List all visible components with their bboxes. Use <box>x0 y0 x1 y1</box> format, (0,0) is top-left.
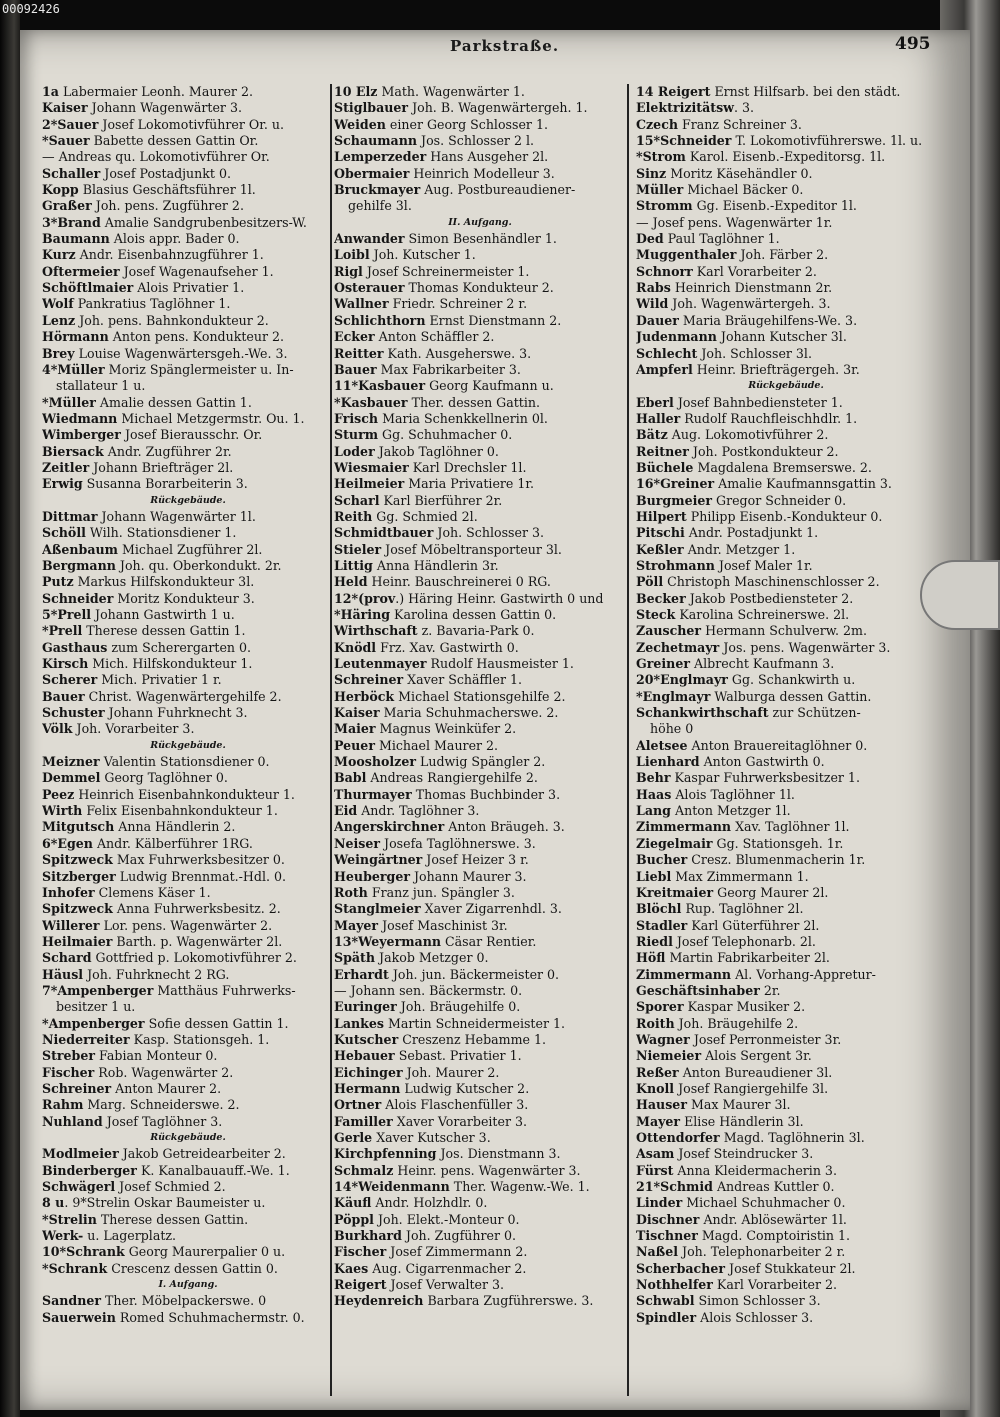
directory-entry: 14 Reigert Ernst Hilfsarb. bei den städt. <box>636 84 901 99</box>
directory-entry: Ottendorfer Magd. Taglöhnerin 3l. <box>636 1130 865 1145</box>
directory-entry: Wimberger Josef Bierausschr. Or. <box>42 427 263 443</box>
directory-entry: Aletsee Anton Brauereitaglöhner 0. <box>636 737 868 753</box>
directory-entry: Wiedmann Michael Metzgermstr. Ou. 1. <box>42 410 305 426</box>
directory-entry: Zauscher Hermann Schulverw. 2m. <box>636 623 867 639</box>
directory-entry: Werk- u. Lagerplatz. <box>42 1228 177 1244</box>
directory-entry: Reith Gg. Schmied 2l. <box>334 508 478 524</box>
directory-entry: Moosholzer Ludwig Spängler 2. <box>334 754 546 770</box>
directory-entry: *Kasbauer Ther. dessen Gattin. <box>334 394 541 410</box>
directory-entry: Zechetmayr Jos. pens. Wagenwärter 3. <box>636 639 891 655</box>
directory-entry: Reigert Josef Verwalter 3. <box>334 1277 505 1293</box>
directory-entry: Knödl Frz. Xav. Gastwirth 0. <box>334 639 519 655</box>
directory-entry: Kirsch Mich. Hilfskondukteur 1. <box>42 656 253 672</box>
directory-entry: Muggenthaler Joh. Färber 2. <box>636 247 829 263</box>
section-heading: II. Aufgang. <box>448 216 512 228</box>
directory-entry: *Ampenberger Sofie dessen Gattin 1. <box>42 1015 289 1031</box>
directory-entry: Sandner Ther. Möbelpackerswe. 0 <box>42 1293 267 1309</box>
directory-entry: Streber Fabian Monteur 0. <box>42 1048 218 1064</box>
directory-entry: Czech Franz Schreiner 3. <box>636 116 802 132</box>
directory-entry: Heuberger Johann Maurer 3. <box>334 868 527 884</box>
directory-entry: Büchele Magdalena Bremserswe. 2. <box>636 459 872 475</box>
directory-entry: Häusl Joh. Fuhrknecht 2 RG. <box>42 966 230 982</box>
directory-entry: 4*Müller Moriz Spänglermeister u. In- <box>42 361 294 377</box>
page-header <box>20 34 970 58</box>
directory-entry: Lienhard Anton Gastwirth 0. <box>636 754 825 770</box>
directory-entry: Schreiner Xaver Schäffler 1. <box>334 672 522 688</box>
section-heading: Rückgebäude. <box>150 1132 226 1143</box>
directory-entry: — Andreas qu. Lokomotivführer Or. <box>42 149 270 165</box>
directory-entry: *Häring Karolina dessen Gattin 0. <box>334 607 557 622</box>
directory-entry: Bauer Christ. Wagenwärtergehilfe 2. <box>42 688 282 704</box>
directory-entry: Frisch Maria Schenkkellnerin 0l. <box>334 410 548 426</box>
directory-entry: *Schrank Crescenz dessen Gattin 0. <box>42 1260 278 1276</box>
directory-entry: Ecker Anton Schäffler 2. <box>334 329 495 345</box>
directory-entry: Schaumann Jos. Schlosser 2 l. <box>334 133 535 149</box>
directory-entry: Geschäftsinhaber 2r. <box>636 982 781 998</box>
directory-entry: Pitschi Andr. Postadjunkt 1. <box>636 525 819 541</box>
directory-entry: Müller Michael Bäcker 0. <box>636 182 804 198</box>
directory-entry: Zimmermann Xav. Taglöhner 1l. <box>636 819 850 835</box>
book-spine-shadow <box>0 0 60 1417</box>
directory-entry: Babl Andreas Rangiergehilfe 2. <box>334 770 538 786</box>
directory-entry: Spindler Alois Schlosser 3. <box>636 1309 814 1325</box>
directory-entry: Schöftlmaier Alois Privatier 1. <box>42 280 245 296</box>
directory-entry: 7*Ampenberger Matthäus Fuhrwerks- <box>42 982 296 998</box>
directory-entry: Angerskirchner Anton Bräugeh. 3. <box>334 819 565 835</box>
directory-entry: Bätz Aug. Lokomotivführer 2. <box>636 427 829 443</box>
directory-entry: Knoll Josef Rangiergehilfe 3l. <box>636 1080 829 1096</box>
directory-entry: Lankes Martin Schneidermeister 1. <box>334 1015 565 1031</box>
directory-entry: 6*Egen Andr. Kälberführer 1RG. <box>42 835 253 851</box>
directory-entry: Nuhland Josef Taglöhner 3. <box>42 1113 223 1129</box>
directory-entry: Sauerwein Romed Schuhmachermstr. 0. <box>42 1309 305 1325</box>
directory-entry: Kopp Blasius Geschäftsführer 1l. <box>42 182 256 198</box>
directory-entry: Hilpert Philipp Eisenb.-Kondukteur 0. <box>636 508 883 524</box>
directory-entry: Mayer Josef Maschinist 3r. <box>334 917 508 933</box>
directory-entry: Loibl Joh. Kutscher 1. <box>334 247 476 263</box>
directory-entry: Rigl Josef Schreinermeister 1. <box>334 263 530 279</box>
directory-entry: Kreitmaier Georg Maurer 2l. <box>636 884 829 900</box>
directory-entry: Putz Markus Hilfskondukteur 3l. <box>42 574 255 590</box>
directory-entry: 21*Schmid Andreas Kuttler 0. <box>636 1179 835 1195</box>
directory-entry: 3*Brand Amalie Sandgrubenbesitzers-W. <box>42 214 307 230</box>
directory-entry: Lang Anton Metzger 1l. <box>636 803 791 819</box>
directory-entry: Schmalz Heinr. pens. Wagenwärter 3. <box>334 1162 581 1178</box>
directory-entry: Familler Xaver Vorarbeiter 3. <box>334 1113 527 1129</box>
directory-entry: Dischner Andr. Ablösewärter 1l. <box>636 1211 847 1227</box>
directory-entry: Niemeier Alois Sergent 3r. <box>636 1048 812 1064</box>
directory-entry: Gasthaus zum Scherergarten 0. <box>42 639 252 655</box>
directory-entry: Baumann Alois appr. Bader 0. <box>42 231 240 247</box>
directory-entry: 15*Schneider T. Lokomotivführerswe. 1l. u. <box>636 133 923 149</box>
directory-entry: Roith Joh. Bräugehilfe 2. <box>636 1015 799 1031</box>
directory-entry: Mitgutsch Anna Händlerin 2. <box>42 819 236 835</box>
directory-entry: Spitzweck Anna Fuhrwerksbesitz. 2. <box>42 901 281 917</box>
directory-entry: Käufl Andr. Holzhdlr. 0. <box>334 1195 488 1211</box>
directory-entry: Pöll Christoph Maschinenschlosser 2. <box>636 574 880 590</box>
directory-entry: Zeitler Johann Briefträger 2l. <box>42 459 234 475</box>
directory-entry: Roth Franz jun. Spängler 3. <box>334 884 515 900</box>
directory-entry: 13*Weyermann Cäsar Rentier. <box>334 933 537 949</box>
directory-entry: Schwabl Simon Schlosser 3. <box>636 1293 821 1309</box>
directory-entry: Schreiner Anton Maurer 2. <box>42 1080 222 1096</box>
directory-entry: *Prell Therese dessen Gattin 1. <box>42 623 246 639</box>
directory-entry: Asam Josef Steindrucker 3. <box>636 1146 814 1162</box>
directory-entry: Höfl Martin Fabrikarbeiter 2l. <box>636 950 830 966</box>
directory-entry: Hermann Ludwig Kutscher 2. <box>334 1080 530 1096</box>
directory-entry: 20*Englmayr Gg. Schankwirth u. <box>636 672 856 688</box>
directory-entry: Weingärtner Josef Heizer 3 r. <box>334 852 529 868</box>
directory-entry: Schwägerl Josef Schmied 2. <box>42 1179 226 1195</box>
directory-entry: Reitter Kath. Ausgeherswe. 3. <box>334 345 532 361</box>
column-divider <box>627 84 629 1396</box>
directory-entry: Kaes Aug. Cigarrenmacher 2. <box>334 1260 527 1276</box>
directory-entry: Euringer Joh. Bräugehilfe 0. <box>334 999 521 1015</box>
directory-entry: Peez Heinrich Eisenbahnkondukteur 1. <box>42 786 295 802</box>
directory-entry: Erhardt Joh. jun. Bäckermeister 0. <box>334 966 560 982</box>
directory-entry: Gerle Xaver Kutscher 3. <box>334 1130 491 1145</box>
directory-entry: Aßenbaum Michael Zugführer 2l. <box>42 541 263 557</box>
directory-entry: Kurz Andr. Eisenbahnzugführer 1. <box>42 247 264 263</box>
directory-entry: Maier Magnus Weinküfer 2. <box>334 721 517 737</box>
directory-entry: Greiner Albrecht Kaufmann 3. <box>636 656 835 672</box>
directory-entry: Neiser Josefa Taglöhnerswe. 3. <box>334 835 536 851</box>
directory-entry: Schmidtbauer Joh. Schlosser 3. <box>334 525 544 541</box>
directory-entry: Peuer Michael Maurer 2. <box>334 737 499 753</box>
directory-entry: Sturm Gg. Schuhmacher 0. <box>334 427 513 443</box>
directory-entry: Riedl Josef Telephonarb. 2l. <box>636 933 816 949</box>
directory-entry: Ampferl Heinr. Briefträgergeh. 3r. <box>636 361 860 377</box>
thumb-index-tab <box>920 560 1000 630</box>
directory-entry: Strohmann Josef Maler 1r. <box>636 557 813 573</box>
directory-entry: Kirchpfenning Jos. Dienstmann 3. <box>334 1146 561 1162</box>
directory-entry: Thurmayer Thomas Buchbinder 3. <box>334 786 561 802</box>
directory-entry: Reßer Anton Bureaudiener 3l. <box>636 1064 833 1080</box>
directory-entry: Leutenmayer Rudolf Hausmeister 1. <box>334 656 574 672</box>
directory-entry: 11*Kasbauer Georg Kaufmann u. <box>334 378 554 394</box>
directory-entry: Eid Andr. Taglöhner 3. <box>334 803 480 819</box>
directory-entry: Modlmeier Jakob Getreidearbeiter 2. <box>42 1146 286 1162</box>
directory-entry: Inhofer Clemens Käser 1. <box>42 884 211 900</box>
directory-entry: *Strom Karol. Eisenb.-Expeditorsg. 1l. <box>636 149 886 165</box>
directory-entry: stallateur 1 u. <box>56 378 146 394</box>
directory-entry: — Josef pens. Wagenwärter 1r. <box>636 214 833 230</box>
directory-entry: Hauser Max Maurer 3l. <box>636 1097 791 1113</box>
directory-entry: Sitzberger Ludwig Brennmat.-Hdl. 0. <box>42 868 286 884</box>
directory-entry: Kaiser Maria Schuhmacherswe. 2. <box>334 705 559 721</box>
directory-entry: höhe 0 <box>650 721 694 737</box>
directory-entry: Lemperzeder Hans Ausgeher 2l. <box>334 149 549 165</box>
directory-entry: Scharl Karl Bierführer 2r. <box>334 492 503 508</box>
directory-entry: Dittmar Johann Wagenwärter 1l. <box>42 508 256 524</box>
directory-entry: Liebl Max Zimmermann 1. <box>636 868 809 884</box>
directory-entry: Tischner Magd. Comptoiristin 1. <box>636 1228 851 1244</box>
directory-entry: *Müller Amalie dessen Gattin 1. <box>42 394 252 410</box>
directory-entry: Obermaier Heinrich Modelleur 3. <box>334 165 555 181</box>
directory-entry: Scherbacher Josef Stukkateur 2l. <box>636 1260 856 1276</box>
directory-entry: 14*Weidenmann Ther. Wagenw.-We. 1. <box>334 1179 590 1195</box>
directory-entry: Burkhard Joh. Zugführer 0. <box>334 1228 516 1244</box>
directory-entry: Wirth Felix Eisenbahnkondukteur 1. <box>42 803 278 819</box>
directory-entry: Biersack Andr. Zugführer 2r. <box>42 443 232 459</box>
directory-entry: Fürst Anna Kleidermacherin 3. <box>636 1162 837 1178</box>
directory-entry: Fischer Josef Zimmermann 2. <box>334 1244 528 1260</box>
directory-entry: Elektrizitätsw. 3. <box>636 100 755 116</box>
directory-entry: Erwig Susanna Borarbeiterin 3. <box>42 476 248 492</box>
directory-entry: Steck Karolina Schreinerswe. 2l. <box>636 607 850 622</box>
directory-entry: besitzer 1 u. <box>56 999 136 1015</box>
directory-entry: Willerer Lor. pens. Wagenwärter 2. <box>42 917 273 933</box>
directory-entry: Ortner Alois Flaschenfüller 3. <box>334 1097 529 1113</box>
directory-entry: Wagner Josef Perronmeister 3r. <box>636 1031 842 1047</box>
directory-entry: Fischer Rob. Wagenwärter 2. <box>42 1064 234 1080</box>
directory-entry: Kutscher Creszenz Hebamme 1. <box>334 1031 546 1047</box>
directory-entry: Burgmeier Gregor Schneider 0. <box>636 492 847 508</box>
directory-entry: Osterauer Thomas Kondukteur 2. <box>334 280 554 296</box>
directory-entry: Hörmann Anton pens. Kondukteur 2. <box>42 329 285 345</box>
directory-entry: Herböck Michael Stationsgehilfe 2. <box>334 688 566 704</box>
directory-entry: Graßer Joh. pens. Zugführer 2. <box>42 198 244 214</box>
section-heading: Rückgebäude. <box>150 739 226 751</box>
directory-entry: Wirthschaft z. Bavaria-Park 0. <box>334 623 535 639</box>
column-3 <box>636 84 936 1326</box>
directory-entry: Schöll Wilh. Stationsdiener 1. <box>42 525 237 541</box>
directory-entry: 10 Elz Math. Wagenwärter 1. <box>334 84 525 99</box>
directory-entry: Bergmann Joh. qu. Oberkondukt. 2r. <box>42 557 282 573</box>
directory-entry: 5*Prell Johann Gastwirth 1 u. <box>42 607 235 622</box>
section-heading: Rückgebäude. <box>150 494 226 506</box>
directory-entry: Schlecht Joh. Schlosser 3l. <box>636 345 812 361</box>
directory-entry: Ded Paul Taglöhner 1. <box>636 231 780 247</box>
directory-entry: Eichinger Joh. Maurer 2. <box>334 1064 500 1080</box>
directory-entry: Späth Jakob Metzger 0. <box>334 950 489 966</box>
directory-entry: 16*Greiner Amalie Kaufmannsgattin 3. <box>636 476 892 492</box>
directory-entry: Bucher Cresz. Blumenmacherin 1r. <box>636 852 866 868</box>
directory-entry: Keßler Andr. Metzger 1. <box>636 541 796 557</box>
directory-entry: Heilmaier Barth. p. Wagenwärter 2l. <box>42 933 283 949</box>
directory-entry: Judenmann Johann Kutscher 3l. <box>636 329 847 345</box>
directory-entry: Stieler Josef Möbeltransporteur 3l. <box>334 541 562 557</box>
directory-entry: 8 u. 9*Strelin Oskar Baumeister u. <box>42 1195 266 1211</box>
column-1 <box>42 84 334 1326</box>
directory-entry: Wolf Pankratius Taglöhner 1. <box>42 296 231 312</box>
directory-entry: Schneider Moritz Kondukteur 3. <box>42 590 255 606</box>
directory-entry: Schlichthorn Ernst Dienstmann 2. <box>334 312 562 328</box>
directory-entry: Becker Jakob Postbediensteter 2. <box>636 590 854 606</box>
directory-entry: Bauer Max Fabrikarbeiter 3. <box>334 361 521 377</box>
directory-entry: Heydenreich Barbara Zugführerswe. 3. <box>334 1293 594 1309</box>
directory-entry: gehilfe 3l. <box>348 198 412 214</box>
directory-entry: Spitzweck Max Fuhrwerksbesitzer 0. <box>42 852 285 868</box>
directory-entry: Eberl Josef Bahnbediensteter 1. <box>636 394 843 410</box>
directory-entry: Dauer Maria Bräugehilfens-We. 3. <box>636 312 858 328</box>
directory-entry: Wild Joh. Wagenwärtergeh. 3. <box>636 296 831 312</box>
directory-entry: Weiden einer Georg Schlosser 1. <box>334 116 548 132</box>
directory-entry: Zimmermann Al. Vorhang-Appretur- <box>636 966 876 982</box>
directory-entry: Völk Joh. Vorarbeiter 3. <box>42 721 195 737</box>
directory-entry: Schankwirthschaft zur Schützen- <box>636 705 861 721</box>
directory-entry: Stromm Gg. Eisenb.-Expeditor 1l. <box>636 198 857 214</box>
directory-entry: — Johann sen. Bäckermstr. 0. <box>334 982 523 998</box>
directory-page <box>20 30 970 1410</box>
section-heading: I. Aufgang. <box>158 1279 218 1291</box>
directory-entry: Mayer Elise Händlerin 3l. <box>636 1113 804 1129</box>
directory-entry: 1a Labermaier Leonh. Maurer 2. <box>42 84 253 99</box>
directory-entry: Linder Michael Schuhmacher 0. <box>636 1195 846 1211</box>
street-heading: Parkstraße. <box>450 37 560 55</box>
directory-entry: Littig Anna Händlerin 3r. <box>334 557 499 573</box>
directory-entry: Binderberger K. Kanalbauauff.-We. 1. <box>42 1162 290 1178</box>
directory-entry: Meizner Valentin Stationsdiener 0. <box>42 754 270 770</box>
directory-entry: Wiesmaier Karl Drechsler 1l. <box>334 459 527 475</box>
directory-entry: Behr Kaspar Fuhrwerksbesitzer 1. <box>636 770 860 786</box>
directory-entry: Stiglbauer Joh. B. Wagenwärtergeh. 1. <box>334 100 588 116</box>
directory-entry: Brey Louise Wagenwärtersgeh.-We. 3. <box>42 345 288 361</box>
directory-entry: Held Heinr. Bauschreinerei 0 RG. <box>334 574 551 590</box>
section-heading: Rückgebäude. <box>748 380 824 392</box>
directory-entry: Nothhelfer Karl Vorarbeiter 2. <box>636 1277 838 1293</box>
directory-entry: Bruckmayer Aug. Postbureaudiener- <box>334 182 576 198</box>
directory-entry: Blöchl Rup. Taglöhner 2l. <box>636 901 804 917</box>
directory-entry: Stanglmeier Xaver Zigarrenhdl. 3. <box>334 901 562 917</box>
directory-entry: Heilmeier Maria Privatiere 1r. <box>334 476 535 492</box>
directory-entry: Haller Rudolf Rauchfleischhdlr. 1. <box>636 410 858 426</box>
directory-entry: Oftermeier Josef Wagenaufseher 1. <box>42 263 274 279</box>
directory-entry: 12*(prov.) Häring Heinr. Gastwirth 0 und <box>334 590 604 606</box>
directory-entry: Naßel Joh. Telephonarbeiter 2 r. <box>636 1244 846 1260</box>
directory-entry: Hebauer Sebast. Privatier 1. <box>334 1048 522 1064</box>
directory-entry: Pöppl Joh. Elekt.-Monteur 0. <box>334 1211 520 1227</box>
directory-entry: Sporer Kaspar Musiker 2. <box>636 999 806 1015</box>
directory-entry: 2*Sauer Josef Lokomotivführer Or. u. <box>42 116 284 132</box>
directory-entry: Haas Alois Taglöhner 1l. <box>636 786 795 802</box>
directory-entry: Rahm Marg. Schneiderswe. 2. <box>42 1097 240 1113</box>
column-2 <box>334 84 626 1310</box>
directory-entry: Kaiser Johann Wagenwärter 3. <box>42 100 242 116</box>
directory-entry: Lenz Joh. pens. Bahnkondukteur 2. <box>42 312 269 328</box>
directory-entry: *Strelin Therese dessen Gattin. <box>42 1211 249 1227</box>
directory-entry: 10*Schrank Georg Maurerpalier 0 u. <box>42 1244 286 1260</box>
directory-entry: Loder Jakob Taglöhner 0. <box>334 443 499 459</box>
directory-entry: Schard Gottfried p. Lokomotivführer 2. <box>42 950 297 966</box>
directory-entry: Ziegelmair Gg. Stationsgeh. 1r. <box>636 835 844 851</box>
directory-entry: Rabs Heinrich Dienstmann 2r. <box>636 280 833 296</box>
directory-entry: Anwander Simon Besenhändler 1. <box>334 231 557 247</box>
directory-entry: Sinz Moritz Käsehändler 0. <box>636 165 813 181</box>
scan-id: 00092426 <box>2 2 60 16</box>
directory-entry: Reitner Joh. Postkondukteur 2. <box>636 443 839 459</box>
directory-entry: Niederreiter Kasp. Stationsgeh. 1. <box>42 1031 270 1047</box>
directory-entry: Schuster Johann Fuhrknecht 3. <box>42 705 248 721</box>
directory-entry: *Englmayr Walburga dessen Gattin. <box>636 688 872 704</box>
directory-entry: Scherer Mich. Privatier 1 r. <box>42 672 222 688</box>
page-number: 495 <box>895 34 931 54</box>
directory-entry: Wallner Friedr. Schreiner 2 r. <box>334 296 528 312</box>
directory-entry: Schnorr Karl Vorarbeiter 2. <box>636 263 817 279</box>
directory-entry: Demmel Georg Taglöhner 0. <box>42 770 228 786</box>
directory-entry: Stadler Karl Güterführer 2l. <box>636 917 820 933</box>
directory-entry: Schaller Josef Postadjunkt 0. <box>42 165 231 181</box>
directory-entry: *Sauer Babette dessen Gattin Or. <box>42 133 259 149</box>
